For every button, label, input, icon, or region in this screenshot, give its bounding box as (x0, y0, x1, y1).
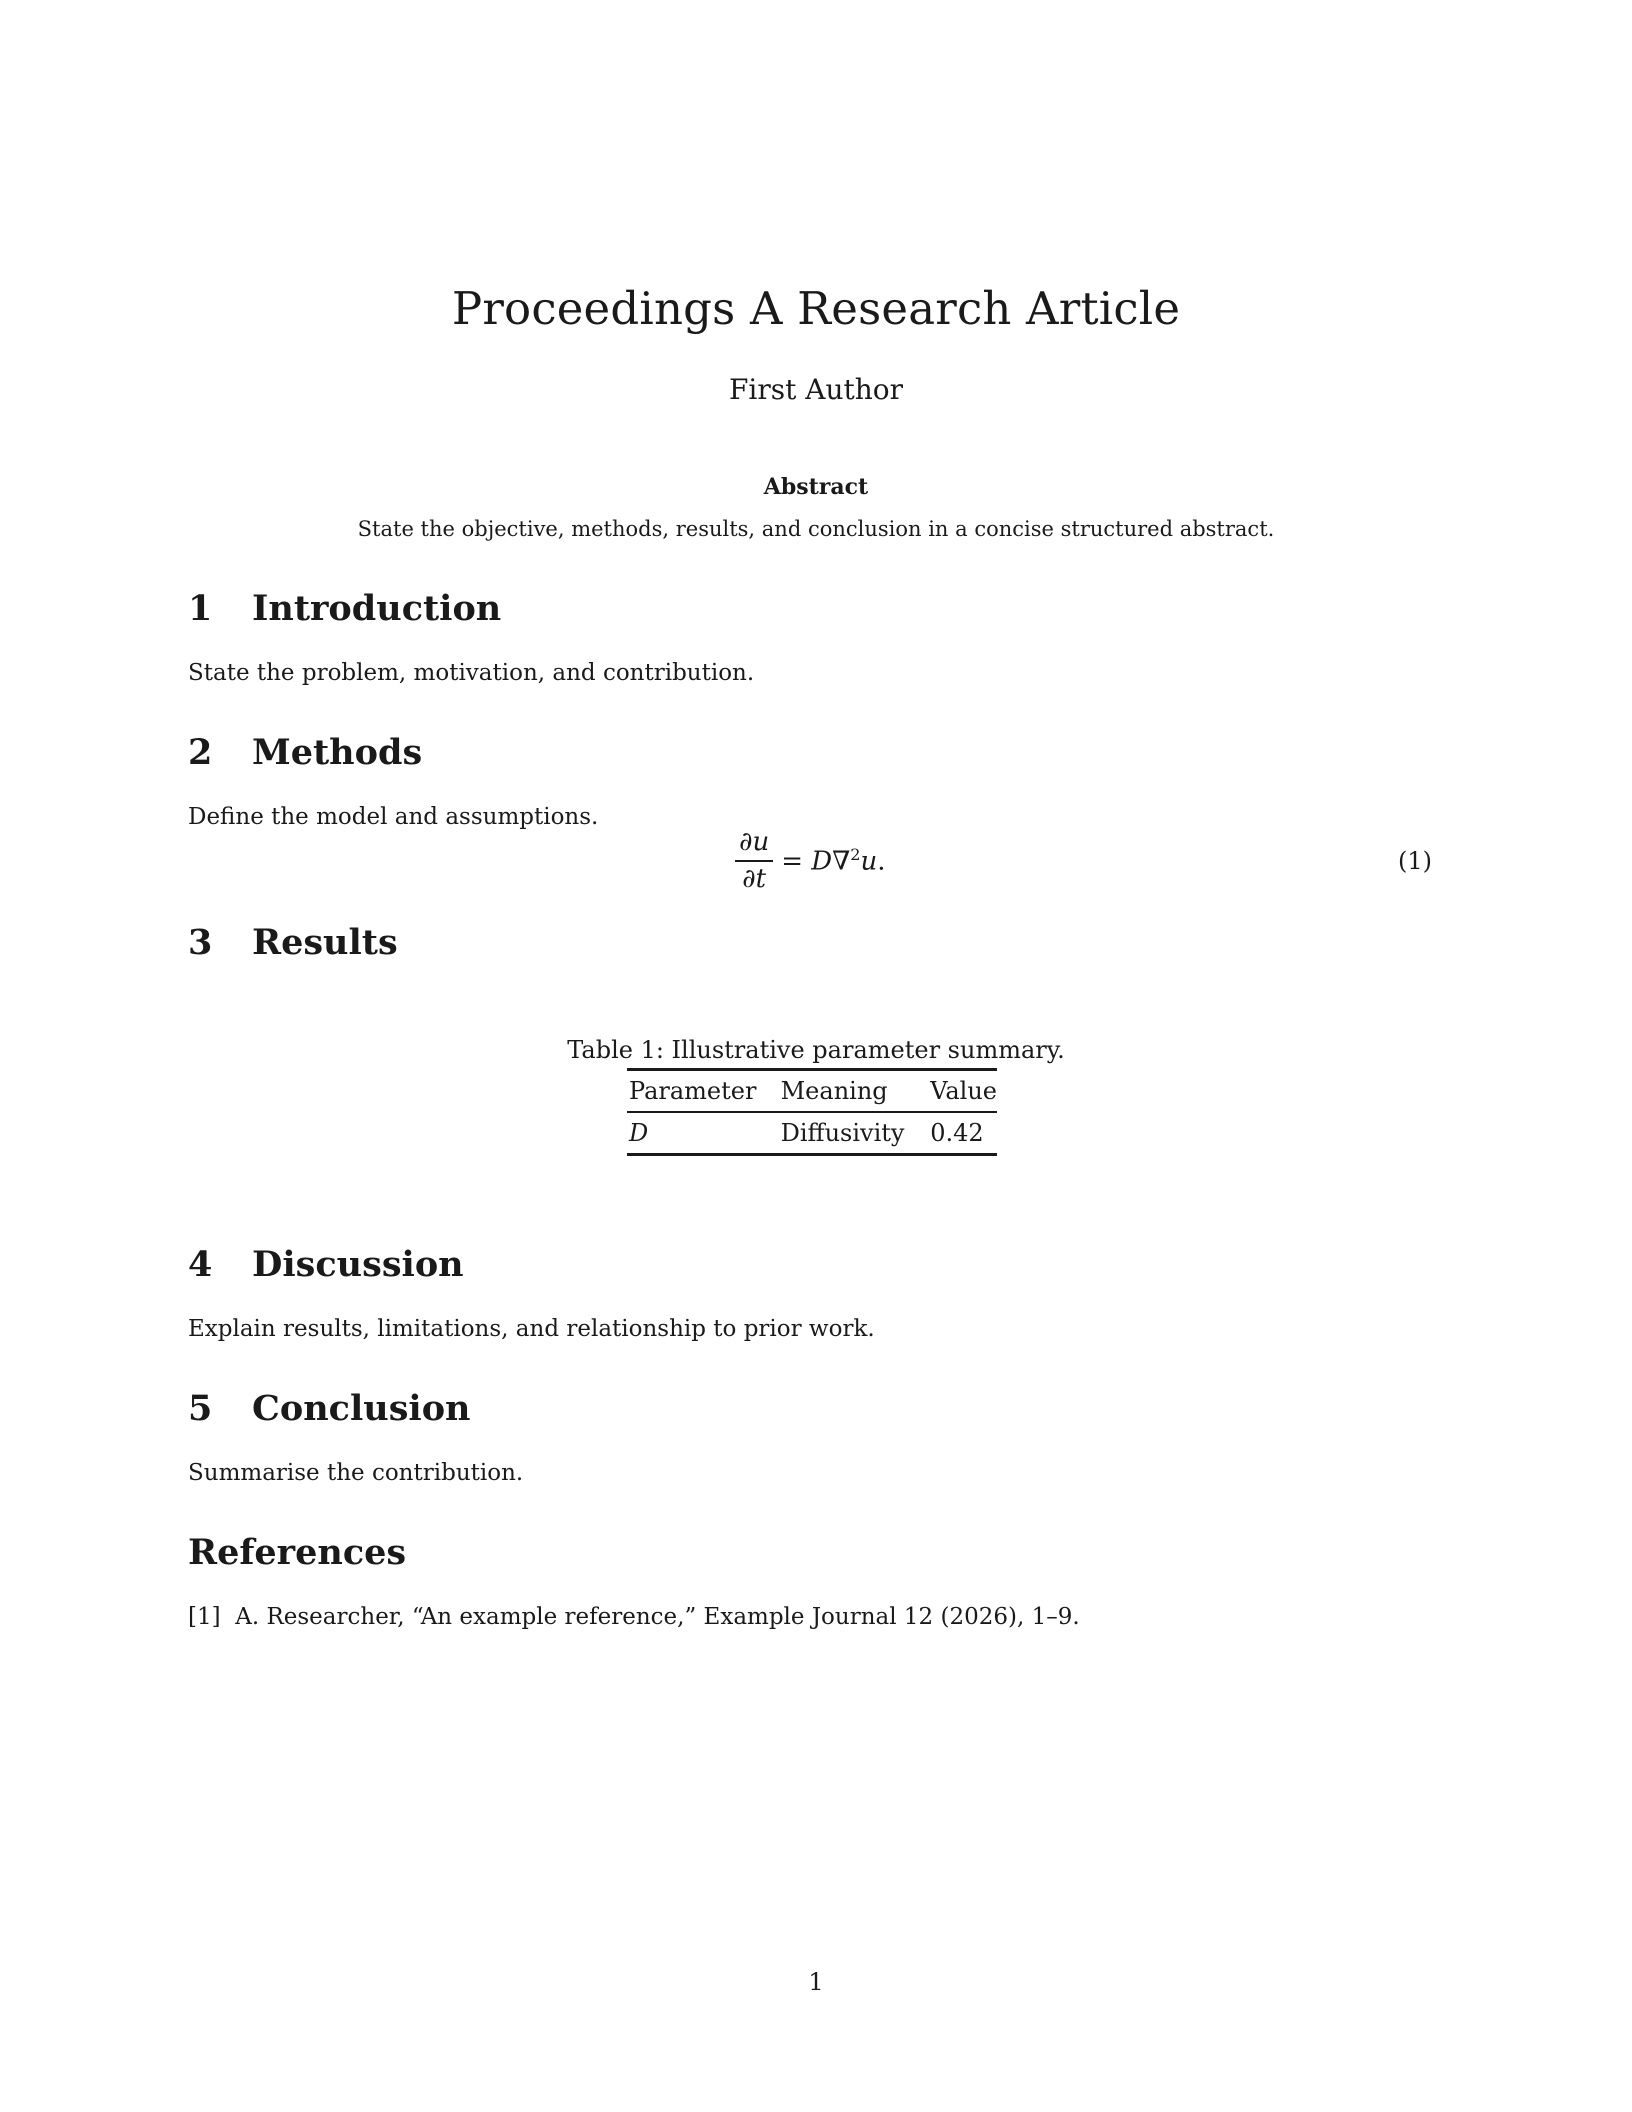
references-heading: References (188, 1532, 407, 1573)
paper-title: Proceedings A Research Article (451, 282, 1181, 335)
author-name: First Author (728, 373, 904, 406)
section-heading-discussion: Discussion (252, 1244, 464, 1285)
table-header-cell: Value (930, 1077, 997, 1105)
equation-number: (1) (1398, 847, 1432, 875)
section-heading-results: Results (252, 922, 398, 963)
section-heading-methods: Methods (252, 732, 423, 773)
introduction-text: State the problem, motivation, and contribution. (188, 660, 755, 686)
equation-nabla: ∇ (832, 846, 851, 877)
section-number: 5 (188, 1388, 213, 1429)
equation-fraction (735, 828, 773, 893)
table-cell: 0.42 (930, 1119, 984, 1147)
equation-d: D (811, 846, 833, 877)
table-header-cell: Parameter (629, 1077, 757, 1105)
table-header-cell: Meaning (780, 1077, 888, 1105)
section-number: 2 (188, 732, 213, 773)
section-number: 1 (188, 588, 213, 629)
table-row (627, 1112, 997, 1155)
equation-equals: = (781, 846, 812, 877)
abstract-heading: Abstract (763, 474, 869, 500)
equation-exponent: 2 (850, 844, 861, 864)
table-header-row (627, 1070, 997, 1113)
discussion-text: Explain results, limitations, and relationship to prior work. (188, 1316, 875, 1342)
section-heading-conclusion: Conclusion (252, 1388, 471, 1429)
page-number: 1 (808, 1968, 824, 1996)
parameter-table (627, 1068, 997, 1156)
table-cell: D (629, 1119, 649, 1147)
diffusion-equation (735, 828, 885, 893)
reference-label: [1] (188, 1604, 221, 1630)
equation-numerator: ∂u (735, 828, 773, 862)
table-cell: Diffusivity (780, 1119, 905, 1147)
section-number: 4 (188, 1244, 213, 1285)
abstract-text: State the objective, methods, results, and conclusion in a concise structured abstract. (357, 517, 1275, 541)
table-caption: Table 1: Illustrative parameter summary. (567, 1036, 1065, 1064)
reference-item (188, 1604, 1080, 1630)
methods-text: Define the model and assumptions. (188, 804, 599, 830)
equation-u: u (860, 846, 878, 877)
equation-period: . (877, 846, 886, 877)
section-number: 3 (188, 922, 213, 963)
conclusion-text: Summarise the contribution. (188, 1460, 524, 1486)
reference-text: A. Researcher, “An example reference,” Example Journal 12 (2026), 1–9. (235, 1604, 1080, 1630)
equation-rhs (781, 845, 885, 877)
section-heading-introduction: Introduction (252, 588, 502, 629)
equation-denominator: ∂t (742, 863, 767, 894)
